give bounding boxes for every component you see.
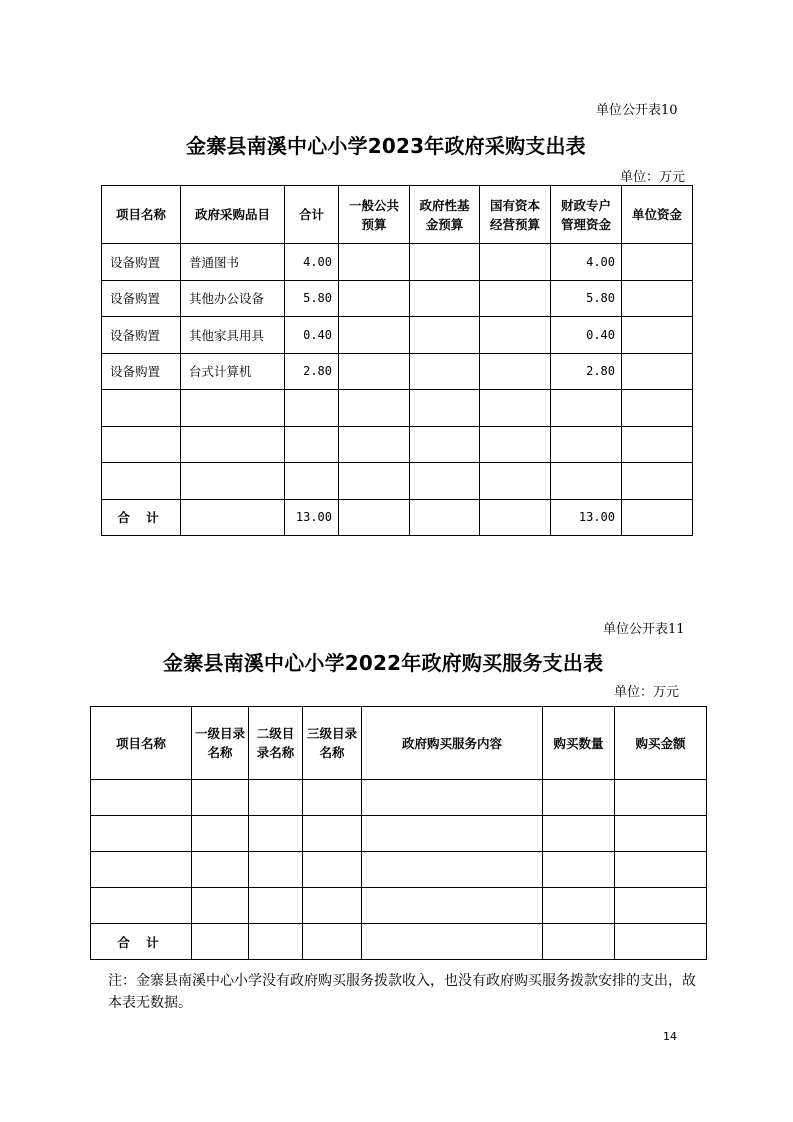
table-row — [102, 390, 693, 427]
table-cell — [303, 888, 362, 924]
table-cell — [285, 463, 339, 500]
table-cell — [543, 816, 615, 852]
table-row — [91, 816, 707, 852]
table-cell — [339, 280, 410, 317]
column-header: 政府采购品目 — [181, 186, 285, 244]
table-cell — [362, 852, 543, 888]
table-row — [102, 426, 693, 463]
table-cell — [615, 852, 707, 888]
table-cell — [410, 244, 480, 281]
table-row — [91, 852, 707, 888]
table-cell — [285, 426, 339, 463]
table-cell — [249, 816, 303, 852]
table-header-row — [102, 186, 693, 244]
table-cell — [181, 390, 285, 427]
table-row — [91, 780, 707, 816]
table-cell — [480, 280, 551, 317]
column-header: 三级目录 名称 — [303, 707, 362, 780]
table-cell — [551, 463, 622, 500]
table-cell: 合 计 — [91, 924, 192, 960]
table-cell — [181, 426, 285, 463]
table-cell — [615, 816, 707, 852]
table-cell — [410, 463, 480, 500]
table-cell — [192, 888, 249, 924]
table11-tag: 单位公开表11 — [603, 622, 685, 637]
table-cell — [410, 280, 480, 317]
table-cell — [480, 353, 551, 390]
table-cell — [410, 390, 480, 427]
table-cell — [622, 280, 693, 317]
table-cell — [410, 317, 480, 354]
table10-tag: 单位公开表10 — [596, 103, 678, 118]
table-cell: 0.40 — [551, 317, 622, 354]
table-cell — [622, 499, 693, 536]
table-row — [102, 463, 693, 500]
table-cell — [480, 390, 551, 427]
table-cell — [339, 353, 410, 390]
table-cell — [249, 888, 303, 924]
table-row — [102, 317, 693, 354]
table-cell: 4.00 — [551, 244, 622, 281]
table-cell — [362, 888, 543, 924]
table11-note: 注：金寨县南溪中心小学没有政府购买服务拨款收入，也没有政府购买服务拨款安排的支出，故本表无数据。 — [108, 973, 696, 1011]
table10-unit: 单位：万元 — [620, 170, 686, 185]
table-cell — [543, 852, 615, 888]
table-cell: 5.80 — [551, 280, 622, 317]
table-cell: 0.40 — [285, 317, 339, 354]
table-cell — [102, 463, 181, 500]
table-cell — [622, 244, 693, 281]
table-cell — [480, 463, 551, 500]
table-cell — [102, 426, 181, 463]
table-cell — [303, 924, 362, 960]
column-header: 购买金额 — [615, 707, 707, 780]
column-header: 政府性基 金预算 — [410, 186, 480, 244]
table-cell — [622, 426, 693, 463]
column-header: 购买数量 — [543, 707, 615, 780]
table-cell: 台式计算机 — [181, 353, 285, 390]
table-cell — [480, 244, 551, 281]
table-cell — [192, 816, 249, 852]
table-cell — [543, 924, 615, 960]
total-row — [102, 499, 693, 536]
column-header: 一级目录 名称 — [192, 707, 249, 780]
table-cell: 13.00 — [551, 499, 622, 536]
table-cell — [480, 426, 551, 463]
table-cell: 其他办公设备 — [181, 280, 285, 317]
table-cell: 其他家具用具 — [181, 317, 285, 354]
table-cell — [339, 426, 410, 463]
table-cell — [551, 390, 622, 427]
table-cell — [615, 780, 707, 816]
table-cell — [285, 390, 339, 427]
table-cell — [543, 780, 615, 816]
column-header: 政府购买服务内容 — [362, 707, 543, 780]
table-cell — [410, 499, 480, 536]
table-cell — [410, 353, 480, 390]
table-cell — [615, 888, 707, 924]
table-row — [102, 353, 693, 390]
column-header: 单位资金 — [622, 186, 693, 244]
table-cell — [622, 353, 693, 390]
table-cell — [615, 924, 707, 960]
table-cell: 5.80 — [285, 280, 339, 317]
table-cell: 设备购置 — [102, 353, 181, 390]
table-cell — [192, 780, 249, 816]
table-cell — [91, 888, 192, 924]
table-cell — [339, 390, 410, 427]
table-cell — [622, 463, 693, 500]
table-cell — [480, 499, 551, 536]
table-cell: 13.00 — [285, 499, 339, 536]
table-cell: 2.80 — [551, 353, 622, 390]
table-cell — [91, 816, 192, 852]
table-cell — [362, 924, 543, 960]
table-cell — [181, 463, 285, 500]
column-header: 财政专户 管理资金 — [551, 186, 622, 244]
table-cell — [543, 888, 615, 924]
table-cell — [339, 463, 410, 500]
table-cell: 4.00 — [285, 244, 339, 281]
table-cell — [102, 390, 181, 427]
table-cell — [622, 317, 693, 354]
table-cell — [249, 780, 303, 816]
table-cell — [339, 317, 410, 354]
table-cell — [339, 499, 410, 536]
column-header: 项目名称 — [102, 186, 181, 244]
table-cell: 设备购置 — [102, 244, 181, 281]
column-header: 一般公共 预算 — [339, 186, 410, 244]
table-cell — [192, 852, 249, 888]
table11-unit: 单位：万元 — [614, 685, 680, 700]
table-cell: 设备购置 — [102, 280, 181, 317]
table10-title: 金寨县南溪中心小学2023年政府采购支出表 — [186, 134, 586, 158]
table-cell — [303, 852, 362, 888]
table-cell — [249, 852, 303, 888]
table-cell — [480, 317, 551, 354]
service-purchase-table — [90, 706, 707, 960]
table-header-row — [91, 707, 707, 780]
total-row — [91, 924, 707, 960]
column-header: 项目名称 — [91, 707, 192, 780]
column-header: 二级目 录名称 — [249, 707, 303, 780]
table-cell — [362, 816, 543, 852]
table-cell — [91, 852, 192, 888]
table-cell — [362, 780, 543, 816]
table-cell — [249, 924, 303, 960]
page-number: 14 — [663, 1030, 677, 1043]
table-cell: 普通图书 — [181, 244, 285, 281]
table-cell — [551, 426, 622, 463]
table-cell — [192, 924, 249, 960]
table-cell — [410, 426, 480, 463]
table-cell — [339, 244, 410, 281]
procurement-table — [101, 185, 693, 536]
table-cell: 2.80 — [285, 353, 339, 390]
table-cell — [303, 816, 362, 852]
column-header: 合计 — [285, 186, 339, 244]
table-row — [91, 888, 707, 924]
table-row — [102, 280, 693, 317]
table11-title: 金寨县南溪中心小学2022年政府购买服务支出表 — [163, 651, 604, 675]
table-cell — [303, 780, 362, 816]
table-cell: 设备购置 — [102, 317, 181, 354]
table-row — [102, 244, 693, 281]
table-cell — [622, 390, 693, 427]
table-cell — [181, 499, 285, 536]
column-header: 国有资本 经营预算 — [480, 186, 551, 244]
table-cell: 合 计 — [102, 499, 181, 536]
table-cell — [91, 780, 192, 816]
